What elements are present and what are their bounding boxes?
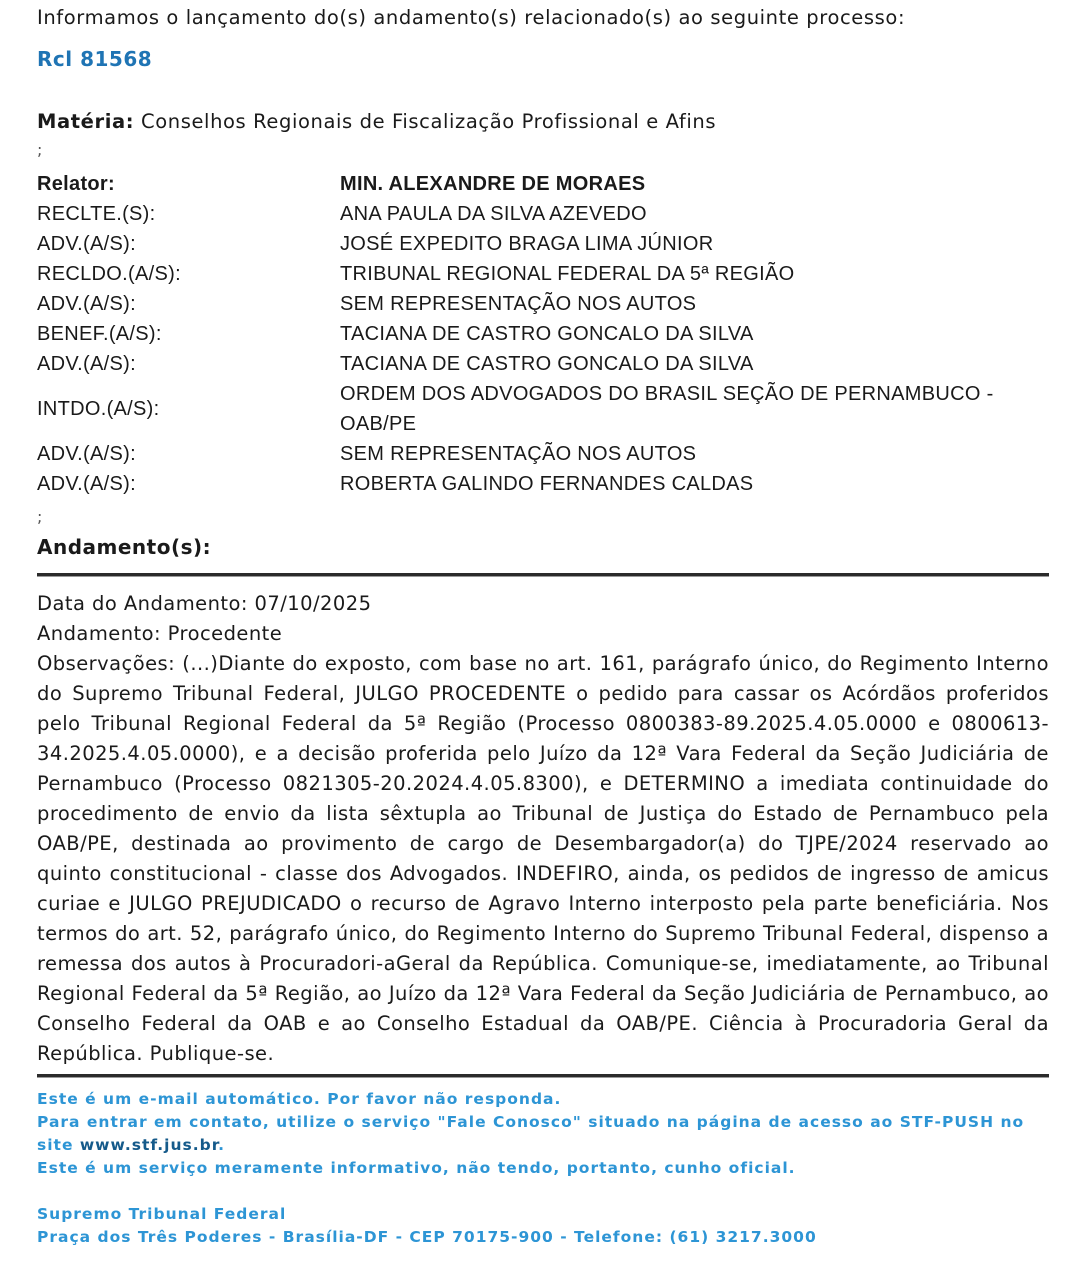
party-label: RECLDO.(A/S): xyxy=(37,263,181,285)
relator-label: Relator: xyxy=(37,173,115,195)
party-label: ADV.(A/S): xyxy=(37,443,136,465)
intro-text: Informamos o lançamento do(s) andamento(s) relacionado(s) ao seguinte processo: xyxy=(37,6,906,29)
andamento-date: Data do Andamento: 07/10/2025 xyxy=(37,592,372,615)
parties-table xyxy=(37,169,1049,499)
party-label: ADV.(A/S): xyxy=(37,233,136,255)
relator-row xyxy=(37,169,1049,199)
party-row xyxy=(37,259,1049,289)
andamento-status: Andamento: Procedente xyxy=(37,622,283,645)
party-value: TACIANA DE CASTRO GONCALO DA SILVA xyxy=(340,323,754,345)
separator: ; xyxy=(37,507,43,526)
andamentos-title: Andamento(s): xyxy=(37,535,212,559)
process-number[interactable]: Rcl 81568 xyxy=(37,47,153,71)
party-label: ADV.(A/S): xyxy=(37,473,136,495)
party-value: ROBERTA GALINDO FERNANDES CALDAS xyxy=(340,473,754,495)
party-value: JOSÉ EXPEDITO BRAGA LIMA JÚNIOR xyxy=(340,233,714,255)
footer-line-info: Este é um serviço meramente informativo, não tendo, portanto, cunho oficial. xyxy=(37,1159,796,1177)
org-name: Supremo Tribunal Federal xyxy=(37,1205,287,1223)
org-address: Praça dos Três Poderes - Brasília-DF - CEP 70175-900 - Telefone: (61) 3217.3000 xyxy=(37,1228,817,1246)
party-row xyxy=(37,229,1049,259)
footer-notice xyxy=(37,1088,1049,1180)
party-value: ANA PAULA DA SILVA AZEVEDO xyxy=(340,203,647,225)
party-label: BENEF.(A/S): xyxy=(37,323,162,345)
relator-value: MIN. ALEXANDRE DE MORAES xyxy=(340,173,646,195)
party-label: ADV.(A/S): xyxy=(37,353,136,375)
materia-value: Conselhos Regionais de Fiscalização Profissional e Afins xyxy=(140,110,717,133)
observacoes-text: Observações: (...)Diante do exposto, com base no art. 161, parágrafo único, do Regimento Interno do Supremo Tribunal Federal, JULGO PROCEDENTE o pedido para cassar os Acórdãos proferidos pelo Tribunal Regional Federal da 5ª Região (Processo 0800383-89.2025.4.05.0000 e 0800613-34.2025.4.05.0000), e a decisão proferida pelo Juízo da 12ª Vara Federal da Seção Judiciária de Pernambuco (Processo 0821305-20.2024.4.05.8300), e DETERMINO a imediata continuidade do procedimento de envio da lista sêxtupla ao Tribunal de Justiça do Estado de Pernambuco pela OAB/PE, destinada ao provimento de cargo de Desembargador(a) do TJPE/2024 reservado ao quinto constitucional - classe dos Advogados. INDEFIRO, ainda, os pedidos de ingresso de amicus curiae e JULGO PREJUDICADO o recurso de Agravo Interno interposto pela parte beneficiária. Nos termos do art. 52, parágrafo único, do Regimento Interno do Supremo Tribunal Federal, dispenso a remessa dos autos à Procuradori-aGeral da República. Comunique-se, imediatamente, ao Tribunal Regional Federal da 5ª Região, ao Juízo da 12ª Vara Federal da Seção Judiciária de Pernambuco, ao Conselho Federal da OAB e ao Conselho Estadual da OAB/PE. Ciência à Procuradoria Geral da República. Publique-se. xyxy=(37,652,1049,1065)
party-value: SEM REPRESENTAÇÃO NOS AUTOS xyxy=(340,443,697,465)
party-row xyxy=(37,289,1049,319)
separator: ; xyxy=(37,140,43,159)
party-label: INTDO.(A/S): xyxy=(37,397,160,420)
footer-org xyxy=(37,1203,1049,1249)
party-value: TRIBUNAL REGIONAL FEDERAL DA 5ª REGIÃO xyxy=(340,263,795,285)
footer-line-contact xyxy=(37,1111,1049,1157)
divider xyxy=(37,1074,1049,1078)
party-row xyxy=(37,199,1049,229)
party-row xyxy=(37,349,1049,379)
party-label: RECLTE.(S): xyxy=(37,203,156,225)
andamento-details xyxy=(37,589,1049,1069)
footer-contact-text: Para entrar em contato, utilize o serviço "Fale Conosco" situado na página de acesso ao STF-PUSH no site xyxy=(37,1113,1025,1154)
party-value: TACIANA DE CASTRO GONCALO DA SILVA xyxy=(340,353,754,375)
party-value: SEM REPRESENTAÇÃO NOS AUTOS xyxy=(340,293,697,315)
divider xyxy=(37,573,1049,577)
footer-line-auto: Este é um e-mail automático. Por favor não responda. xyxy=(37,1090,562,1108)
party-value: ORDEM DOS ADVOGADOS DO BRASIL SEÇÃO DE PERNAMBUCO - OAB/PE xyxy=(340,383,994,435)
party-row xyxy=(37,379,1049,439)
materia-label: Matéria: xyxy=(37,110,135,133)
party-label: ADV.(A/S): xyxy=(37,293,136,315)
party-row xyxy=(37,319,1049,349)
materia-line xyxy=(37,110,716,133)
party-row xyxy=(37,439,1049,469)
footer-contact-end: . xyxy=(218,1136,226,1154)
stf-site-link[interactable]: www.stf.jus.br xyxy=(79,1136,219,1154)
party-row xyxy=(37,469,1049,499)
